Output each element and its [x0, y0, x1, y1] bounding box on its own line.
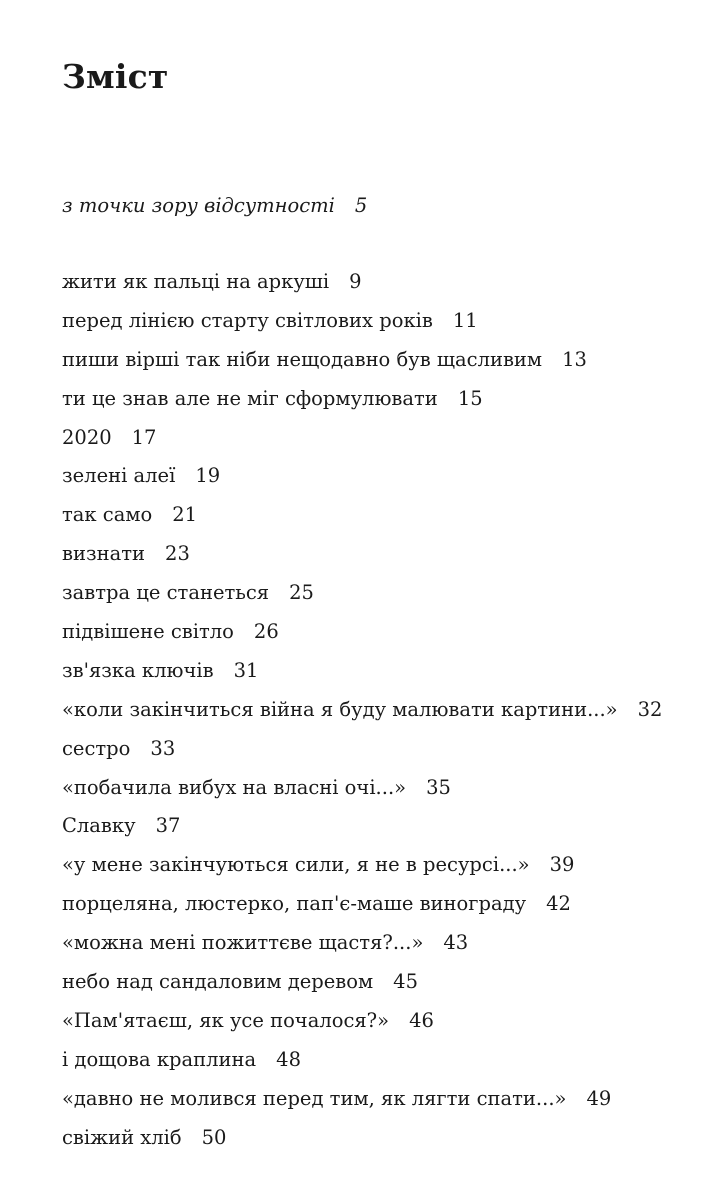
toc-entry-page: 45 [393, 970, 418, 994]
toc-entry-title: перед лінією старту світлових років [62, 308, 433, 332]
toc-list [62, 269, 662, 1163]
toc-entry-title: «Пам'ятаєш, як усе почалося?» [62, 1008, 390, 1032]
toc-entry-page: 25 [289, 581, 314, 605]
toc-entry-page: 49 [586, 1086, 612, 1110]
toc-entry-page: 19 [195, 464, 221, 488]
toc-entry-title: зелені алеї [62, 464, 176, 488]
toc-entry-title: так само [62, 503, 153, 527]
toc-entry-page: 33 [150, 736, 176, 760]
toc-entry-page: 15 [457, 386, 483, 410]
toc-intro-entry [62, 194, 367, 217]
toc-entry-page: 32 [637, 697, 663, 721]
toc-entry [62, 697, 662, 736]
toc-entry-title: завтра це станеться [62, 581, 270, 605]
toc-entry-title: «можна мені пожиттєве щастя?...» [62, 931, 424, 955]
toc-entry-page: 48 [276, 1047, 301, 1071]
toc-entry-title: небо над сандаловим деревом [62, 970, 374, 994]
toc-entry [62, 852, 662, 891]
toc-entry [62, 736, 662, 775]
toc-entry [62, 308, 662, 347]
toc-entry-title: ти це знав але не міг сформулювати [62, 386, 438, 410]
toc-entry-title: «коли закінчиться війна я буду малювати картини...» [62, 697, 618, 721]
toc-entry [62, 619, 662, 658]
toc-entry-title: зв'язка ключів [62, 658, 214, 682]
toc-entry [62, 1086, 662, 1125]
toc-entry-page: 5 [354, 194, 368, 217]
toc-entry-title: «давно не молився перед тим, як лягти спати...» [62, 1086, 567, 1110]
toc-entry-title: «побачила вибух на власні очі...» [62, 775, 407, 799]
toc-entry-page: 42 [546, 892, 571, 916]
toc-entry [62, 580, 662, 619]
toc-entry-page: 50 [201, 1125, 227, 1149]
toc-entry [62, 1125, 662, 1164]
toc-entry [62, 813, 662, 852]
toc-entry [62, 1047, 662, 1086]
toc-entry-title: і дощова краплина [62, 1047, 257, 1071]
toc-entry-page: 9 [349, 270, 362, 293]
toc-entry [62, 1008, 662, 1047]
toc-entry [62, 891, 662, 930]
toc-entry-page: 31 [233, 658, 259, 682]
toc-entry-page: 23 [165, 542, 190, 566]
toc-entry-title: 2020 [62, 425, 112, 449]
toc-entry [62, 541, 662, 580]
toc-entry [62, 463, 662, 502]
toc-entry-page: 17 [131, 425, 157, 449]
toc-entry [62, 347, 662, 386]
toc-entry [62, 658, 662, 697]
toc-entry-title: «у мене закінчуються сили, я не в ресурсі...» [62, 853, 530, 877]
toc-entry-page: 46 [409, 1008, 434, 1032]
toc-entry [62, 269, 662, 308]
toc-entry-page: 26 [253, 620, 279, 644]
toc-entry-page: 11 [452, 308, 478, 332]
toc-entry-title: жити як пальці на аркуші [62, 270, 330, 293]
toc-entry-title: свіжий хліб [62, 1125, 182, 1149]
toc-entry [62, 775, 662, 814]
toc-entry-title: Славку [62, 814, 136, 838]
toc-entry-page: 35 [426, 775, 451, 799]
toc-entry-page: 21 [172, 503, 198, 527]
toc-entry-title: підвішене світло [62, 620, 234, 644]
toc-entry-title: з точки зору відсутності [62, 194, 335, 217]
toc-entry [62, 930, 662, 969]
toc-entry-page: 39 [549, 853, 575, 877]
toc-entry [62, 386, 662, 425]
toc-entry-title: сестро [62, 736, 131, 760]
toc-entry-title: пиши вірші так ніби нещодавно був щасливим [62, 347, 543, 371]
toc-entry-title: визнати [62, 542, 146, 566]
toc-entry [62, 969, 662, 1008]
toc-entry-page: 13 [562, 347, 587, 371]
page-title: Зміст [62, 57, 169, 96]
toc-entry-title: порцеляна, люстерко, пап'є-маше винограду [62, 892, 527, 916]
toc-entry [62, 502, 662, 541]
toc-entry [62, 425, 662, 464]
toc-entry-page: 43 [443, 931, 469, 955]
toc-entry-page: 37 [155, 814, 181, 838]
